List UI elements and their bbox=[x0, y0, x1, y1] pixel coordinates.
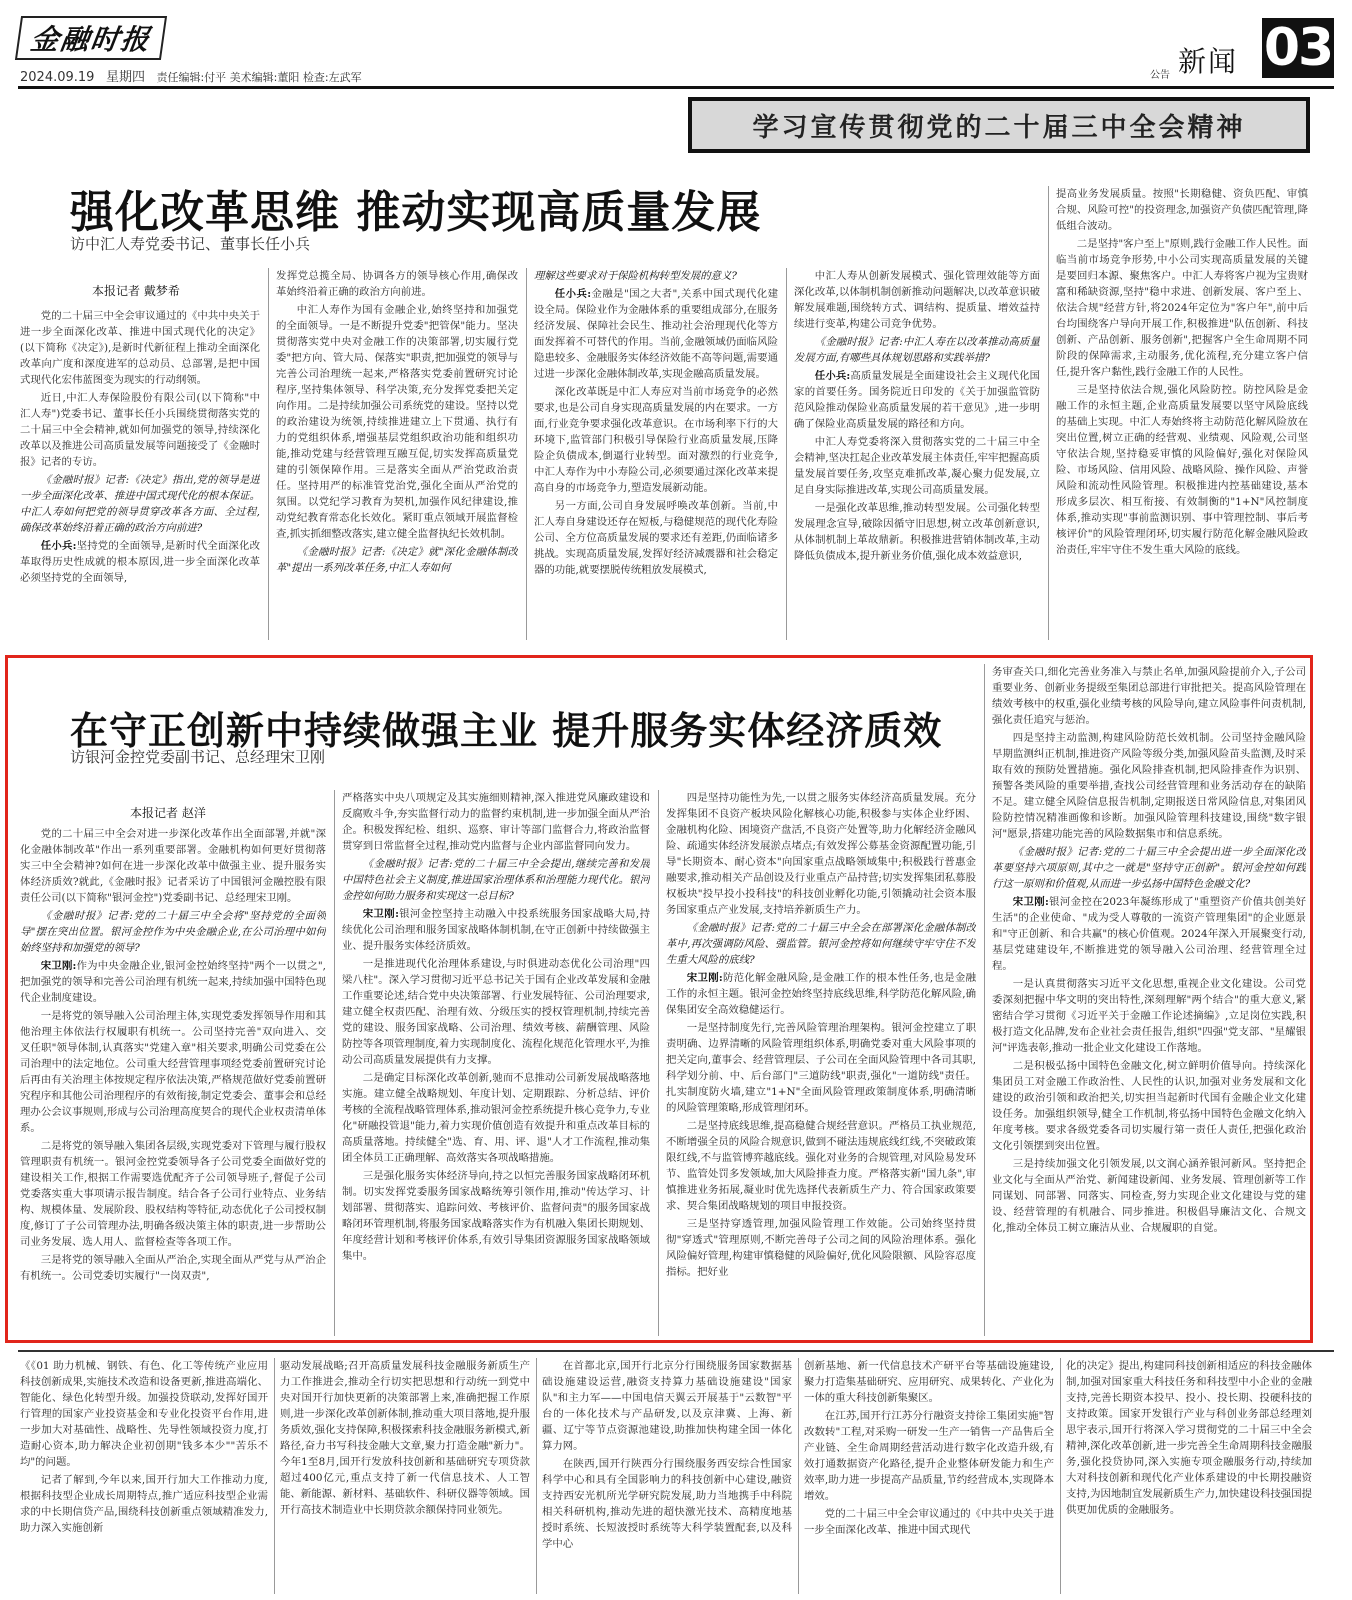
interview-question: 《金融时报》记者:中汇人寿在以改革推动高质量发展方面,有哪些具体规划思路和实践举措? bbox=[794, 336, 1040, 364]
paragraph: 一是坚持制度先行,完善风险管理治理架构。银河金控建立了职责明确、边界清晰的风险管理组织体系,明确党委对重大风险事项的把关定向,董事会、经营管理层、子公司在全面风险管理中各司其职,科学划分前、中、后台部门"三道防线"职责,强化"一道防线"责任。扎实制度防火墙,建立"1+N"全面风险管理政策制度体系,明确清晰的风险管理策略,形成管理闭环。 bbox=[666, 1022, 976, 1114]
column-divider bbox=[268, 268, 269, 640]
paragraph: 务审查关口,细化完善业务准入与禁止名单,加强风险提前介入,子公司重要业务、创新业务提级至集团总部进行审批把关。提高风险管理在绩效考核中的权重,强化业绩考核的风险导向,建立风险事件问责机制,强化责任追究与惩治。 bbox=[992, 666, 1306, 726]
interview-question: 《金融时报》记者:《决定》指出,党的领导是进一步全面深化改革、推进中国式现代化的根本保证。中汇人寿如何把党的领导贯穿改革各方面、全过程,确保改革始终沿着正确的政治方向前进? bbox=[20, 474, 260, 534]
paragraph: 驱动发展战略;召开高质量发展科技金融服务新质生产力工作推进会,推动全行切实把思想和行动统一到党中央对国开行加快更新的决策部署上来,准确把握工作原则,进一步深化改革创新体制,推动重大项目落地,提升服务质效,强化支持保障,积极探索科技金融服务新模式,新路径,奋力书写科技金融大文章,聚力打造金融"新力"。今年1至8月,国开行发放科技创新和基础研究专项贷款超过400亿元,重点支持了新一代信息技术、人工智能、新能源、新材料、基础软件、科研仪器等领域。国开行高技术制造业中长期贷款余额保持同业领先。 bbox=[280, 1360, 530, 1516]
article2-column-4 bbox=[992, 664, 1306, 1336]
interview-question-cont: 理解这些要求对于保险机构转型发展的意义? bbox=[534, 270, 737, 282]
interview-question: 《金融时报》记者:《决定》就"深化金融体制改革"提出一系列改革任务,中汇人寿如何 bbox=[276, 546, 518, 574]
column-divider bbox=[658, 790, 659, 1336]
paragraph: 三是强化服务实体经济导向,持之以恒完善服务国家战略闭环机制。切实发挥党委服务国家战略统筹引领作用,推动"传达学习、计划部署、贯彻落实、追踪问效、考核评价、监督问责"的服务国家战略闭环管理机制,将服务国家战略落实作为有机融入集团长期规划、年度经营计划和考核评价体系,有效引导集团资源服务国家战略领域集中。 bbox=[342, 1170, 650, 1262]
paragraph: 三是将党的领导融入全面从严治企,实现全面从严党与从严治企有机统一。公司党委切实履行"一岗双责", bbox=[20, 1254, 326, 1282]
column-divider bbox=[984, 664, 985, 1336]
paragraph: 二是坚持"客户至上"原则,践行金融工作人民性。面临当前市场竞争形势,中小公司实现高质量发展的关键是要回归本源、聚焦客户。中汇人寿将客户视为宝贵财富和稀缺资源,坚持"稳中求进、创新发展、客户至上、依法合规"经营方针,将2024年定位为"客户年",前中后台均围绕客户导向开展工作,积极推进"队伍创新、科技创新、产品创新、服务创新",把握客户全生命周期不同阶段的保障需求,主动服务,优化流程,充分建立客户信任,提升客户黏性,践行金融工作的人民性。 bbox=[1056, 238, 1308, 378]
article2-subhead: 访银河金控党委副书记、总经理宋卫刚 bbox=[70, 748, 326, 766]
interview-answer: 任小兵:金融是"国之大者",关系中国式现代化建设全局。保险业作为金融体系的重要组成部分,在服务经济发展、保障社会民生、推动社会治理现代化等方面发挥着不可替代的作用。当前,金融领域仍面临风险隐患较多、金融服务实体经济效能不高等问题,需要通过进一步深化金融体制改革,实现金融高质量发展。 bbox=[534, 288, 778, 380]
article2-byline: 本报记者 赵洋 bbox=[130, 806, 206, 820]
paragraph: 一是认真贯彻落实习近平文化思想,重视企业文化建设。公司党委深刻把握中华文明的突出特性,深刻理解"两个结合"的重大意义,紧密结合学习贯彻《习近平关于金融工作论述摘编》,立足岗位实践,积极打造文化品牌,发布企业社会责任报告,组织"四强"党支部、"星耀银河"评选表彰,推动一批企业文化建设工作落地。 bbox=[992, 978, 1306, 1054]
paragraph: 党的二十届三中全会对进一步深化改革作出全面部署,并就"深化金融体制改革"作出一系列重要部署。金融机构如何更好贯彻落实三中全会精神?如何在进一步深化改革中做强主业、提升服务实体经济质效?就此,《金融时报》记者采访了中国银河金融控股有限责任公司(以下简称"银河金控")党委副书记、总经理宋卫刚。 bbox=[20, 828, 326, 904]
interview-answer: 任小兵:坚持党的全面领导,是新时代全面深化改革取得历史性成就的根本原因,进一步全面深化改革必须坚持党的全面领导, bbox=[20, 540, 260, 584]
bottom-rule bbox=[18, 1350, 1334, 1352]
interview-question: 《金融时报》记者:党的二十届三中全会提出,继续完善和发展中国特色社会主义制度,推进国家治理体系和治理能力现代化。银河金控如何助力服务和实现这一总目标? bbox=[342, 858, 650, 902]
paragraph: 一是将党的领导融入公司治理主体,实现党委发挥领导作用和其他治理主体依法行权履职有机统一。公司坚持完善"双向进入、交叉任职"领导体制,认真落实"党建入章"相关要求,明确公司党委在公司治理中的法定地位。公司重大经营管理事项经党委前置研究讨论后再由有关治理主体按规定程序依法决策,严格规范做好党委前置研究程序和其他公司治理程序的有效衔接,制定党委会、董事会和总经理办公会议事规则,形成与公司治理高度契合的现代企业权责清单体系。 bbox=[20, 1010, 326, 1134]
article2-column-1 bbox=[20, 826, 326, 1336]
paragraph: 一是强化改革思维,推动转型发展。公司强化转型发展理念宣导,破除因循守旧思想,树立改革创新意识,从体制机制上革故鼎新。积极推进营销体制改革,主动降低负债成本,提升新业务价值,强化成本效益意识, bbox=[794, 502, 1040, 562]
editor-credits: 责任编辑:付平 美术编辑:董阳 检查:左武军 bbox=[156, 71, 362, 84]
interview-answer: 宋卫刚:银河金控在2023年凝练形成了"重塑资产价值共创美好生活"的企业使命、"成为受人尊敬的一流资产管理集团"的企业愿景和"守正创新、和合共赢"的核心价值观。2024年深入开展聚变行动,基层党建建设年,不断推进党的领导融入公司治理、经营管理全过程。 bbox=[992, 896, 1306, 972]
paragraph: 二是将党的领导融入集团各层级,实现党委对下管理与履行股权管理职责有机统一。银河金控党委领导各子公司党委全面做好党的建设相关工作,根据工作需要选优配齐子公司领导班子,督促子公司党委落实重大事项请示报告制度。结合各子公司行业特点、业务结构、规模体量、发展阶段、股权结构等特征,动态优化子公司授权制度,修订了子公司管理办法,明确各级决策主体的职责,进一步帮助公司业务发展、选人用人、监督检查等各项工作。 bbox=[20, 1140, 326, 1248]
column-divider bbox=[1060, 1358, 1061, 1594]
issue-meta bbox=[20, 66, 362, 85]
column-divider bbox=[786, 268, 787, 640]
page-number: 03 bbox=[1263, 18, 1333, 78]
bottom-column-1 bbox=[20, 1358, 268, 1594]
article2-headline: 在守正创新中持续做强主业 提升服务实体经济质效 bbox=[70, 708, 943, 753]
paragraph: 三是坚持穿透管理,加强风险管理工作效能。公司始终坚持贯彻"穿透式"管理原则,不断完善母子公司之间的风险治理体系。强化风险偏好管理,构建审慎稳健的风险偏好,优化风险限额、风险容忍度指标。把好业 bbox=[666, 1218, 976, 1278]
interview-question: 《金融时报》记者:党的二十届三中全会提出进一步全面深化改革要坚持六项原则,其中之一就是"坚持守正创新"。银河金控如何践行这一原则和价值观,从而进一步弘扬中国特色金融文化? bbox=[992, 846, 1306, 890]
article1-column-2 bbox=[276, 268, 518, 638]
bottom-column-2 bbox=[280, 1358, 530, 1594]
paragraph: 近日,中汇人寿保险股份有限公司(以下简称"中汇人寿")党委书记、董事长任小兵围绕贯彻落实党的二十届三中全会精神,就如何加强党的领导,持续深化改革以及推进公司高质量发展等问题接受了《金融时报》记者的专访。 bbox=[20, 392, 260, 468]
paragraph: 严格落实中央八项规定及其实施细则精神,深入推进党风廉政建设和反腐败斗争,夯实监督行动力的监督约束机制,进一步加强全面从严治企。积极发挥纪检、组织、巡察、审计等部门监督合力,将政治监督贯穿到日常监督全过程,推动党内监督与企业内部监督同向发力。 bbox=[342, 792, 650, 852]
issue-date: 2024.09.19 bbox=[20, 70, 95, 85]
paragraph: 化的决定》提出,构建同科技创新相适应的科技金融体制,加强对国家重大科技任务和科技型中小企业的金融支持,完善长期资本投早、投小、投长期、投硬科技的支持政策。国家开发银行产业与科创业务部总经理刘思宇表示,国开行将深入学习贯彻党的二十届三中全会精神,深化改革创新,进一步完善全生命周期科技金融服务,强化投贷协同,深入实施专项金融服务行动,持续加大对科技创新和现代化产业体系建设的中长期投融资支持,为因地制宜发展新质生产力,加快建设科技强国提供更加优质的金融服务。 bbox=[1066, 1360, 1312, 1516]
bottom-column-3 bbox=[542, 1358, 792, 1594]
paragraph: 《《01 助力机械、钢铁、有色、化工等传统产业应用科技创新成果,实施技术改造和设备更新,推进高端化、智能化、绿色化转型升级。加强投贷联动,发挥好国开行管理的国家产业投资基金和专业化投资平台作用,进一步加大对基础性、战略性、先导性领域投资力度,打造耐心资本,助力解决企业初创期"钱多本少""苦乐不均"的问题。 bbox=[20, 1360, 268, 1468]
issue-weekday: 星期四 bbox=[105, 70, 145, 85]
paragraph: 二是坚持底线思维,提高稳健合规经营意识。严格员工执业规范,不断增强全员的风险合规意识,做到不碰法违规底线红线,不突破政策限红线,不与监管博弈越底线。强化对业务的合规管理,对风险易发环节、监管处罚多发领域,加大风险排查力度。严格落实新"国九条",审慎推进业务拓展,凝业时优先选择代表新质生产力、符合国家政策要求、契合集团战略规划的项目申报投资。 bbox=[666, 1120, 976, 1212]
topic-banner bbox=[688, 97, 1310, 153]
interview-answer: 宋卫刚:防范化解金融风险,是金融工作的根本性任务,也是金融工作的永恒主题。银河金控始终坚持底线思维,科学防范化解风险,确保集团安全高效稳健运行。 bbox=[666, 972, 976, 1016]
article2-column-3 bbox=[666, 790, 976, 1336]
interview-answer: 任小兵:高质量发展是全面建设社会主义现代化国家的首要任务。国务院近日印发的《关于加强监管防范风险推动保险业高质量发展的若干意见》,进一步明确了保险业高质量发展的路径和方向。 bbox=[794, 370, 1040, 430]
bottom-column-5 bbox=[1066, 1358, 1312, 1594]
section-name: 新闻 bbox=[1178, 45, 1239, 78]
paragraph: 一是推进现代化治理体系建设,与时俱进动态优化公司治理"四梁八柱"。深入学习贯彻习近平总书记关于国有企业改革发展和金融工作重要论述,结合党中央决策部署、行业发展特征、公司治理要求,建立健全权责匹配、治理有效、分级压实的授权管理机制,持续完善党的建设、服务国家战略、公司治理、绩效考核、薪酬管理、风险防控等各项管理制度,着力实现制度化、流程化规范化管理水平,为推动公司高质量发展提供有力支撑。 bbox=[342, 958, 650, 1066]
paragraph: 四是坚持主动监测,构建风险防范长效机制。公司坚持金融风险早期监测纠正机制,推进资产风险等级分类,加强风险苗头监测,及时采取有效的预防处置措施。强化风险排查机制,把风险排查作为识别、预警各类风险的重要举措,查找公司经营管理和业务活动存在的缺陷不足。建立健全风险信息报告机制,定期报送日常风险信息,对集团风险防控情况精准画像和诊断。加强风险管理科技建设,围绕"数字银河"愿景,搭建功能完善的风险数据集市和信息系统。 bbox=[992, 732, 1306, 840]
article1-subhead: 访中汇人寿党委书记、董事长任小兵 bbox=[70, 235, 311, 253]
interview-question: 《金融时报》记者:党的二十届三中全会在部署深化金融体制改革中,再次强调防风险、强监管。银河金控将如何继续守牢守住不发生重大风险的底线? bbox=[666, 922, 976, 966]
masthead-rule bbox=[18, 86, 1334, 89]
paragraph: 在首都北京,国开行北京分行围绕服务国家数据基础设施建设运营,融资支持算力基础设施建设"国家队"和主力军——中国电信天翼云开展基于"云数智"平台的一体化技术与产品研发,以及京津冀、上海、新疆、辽宁等节点资源池建设,助推加快构建全国一体化算力网。 bbox=[542, 1360, 792, 1452]
paragraph: 二是积极弘扬中国特色金融文化,树立鲜明价值导向。持续深化集团员工对金融工作政治性、人民性的认识,加强对业务发展和文化建设的政治引领和政治把关,切实担当起新时代国有金融企业文化建设任务。加强组织领导,健全工作机制,将弘扬中国特色金融文化纳入年度考核。要求各级党委各司切实履行第一责任人责任,把强化政治文化引领摆到突出位置。 bbox=[992, 1060, 1306, 1152]
article2-column-2 bbox=[342, 790, 650, 1336]
article1-column-1 bbox=[20, 308, 260, 638]
paragraph: 提高业务发展质量。按照"长期稳健、资负匹配、审慎合规、风险可控"的投资理念,加强资产负债匹配管理,降低组合波动。 bbox=[1056, 188, 1308, 232]
article1-headline: 强化改革思维 推动实现高质量发展 bbox=[70, 187, 762, 238]
article1-byline: 本报记者 戴梦希 bbox=[92, 284, 180, 298]
paragraph: 中汇人寿党委将深入贯彻落实党的二十届三中全会精神,坚决扛起企业改革发展主体责任,牢牢把握高质量发展首要任务,攻坚克难抓改革,凝心聚力促发展,立足自身实际推进改革,实现公司高质量发展。 bbox=[794, 436, 1040, 496]
bottom-column-4 bbox=[804, 1358, 1054, 1594]
paragraph: 四是坚持功能性为先,一以贯之服务实体经济高质量发展。充分发挥集团不良资产板块风险化解核心功能,积极参与实体企业纾困、金融机构化险、困境资产盘活,不良资产处置等,助力化解经济金融风险、疏通实体经济发展淤点堵点;有效发挥公募基金资源配置功能,引导"长期资本、耐心资本"向国家重点战略领域集中;积极践行普惠金融要求,推动相关产品创设及行业重点产品持营;切实发挥集团私募股权板块"投早投小投科技"的科技创业孵化功能,引领撬动社会资本服务国家重点产业发展,支持培养新质生产力。 bbox=[666, 792, 976, 916]
paragraph: 深化改革既是中汇人寿应对当前市场竞争的必然要求,也是公司自身实现高质量发展的内在要求。一方面,行业竞争要求强化改革意识。在市场利率下行的大环境下,监管部门积极引导保险行业高质量发展,压降险企负债成本,倒逼行业转型。面对激烈的行业竞争,中汇人寿作为中小寿险公司,必须要通过深化改革来提高自身的市场竞争力,塑造发展新动能。 bbox=[534, 386, 778, 494]
article1-column-4 bbox=[794, 268, 1040, 638]
paragraph: 党的二十届三中全会审议通过的《中共中央关于进一步全面深化改革、推进中国式现代 bbox=[804, 1508, 1054, 1536]
paragraph: 在陕西,国开行陕西分行围绕服务西安综合性国家科学中心和具有全国影响力的科技创新中心建设,融资支持西安光机所光学研究院发展,助力当地携手中科院相关科研机构,推动先进的超快激光技术、高精度地基授时系统、长短波授时系统等大科学装置配套,以及科学中心 bbox=[542, 1458, 792, 1550]
interview-answer: 宋卫刚:作为中央金融企业,银河金控始终坚持"两个一以贯之",把加强党的领导和完善公司治理有机统一起来,持续加强中国特色现代企业制度建设。 bbox=[20, 960, 326, 1004]
column-divider bbox=[1048, 186, 1049, 640]
paragraph: 发挥党总揽全局、协调各方的领导核心作用,确保改革始终沿着正确的政治方向前进。 bbox=[276, 270, 518, 298]
paragraph: 另一方面,公司自身发展呼唤改革创新。当前,中汇人寿自身建设还存在短板,与稳健规范的现代化寿险公司、全方位高质量发展的要求还有差距,仍面临诸多挑战。实现高质量发展,发挥好经济减震器和社会稳定器的功能,就要摆脱传统粗放发展模式, bbox=[534, 500, 778, 576]
paragraph: 党的二十届三中全会审议通过的《中共中央关于进一步全面深化改革、推进中国式现代化的决定》(以下简称《决定》),是新时代新征程上推动全面深化改革向广度和深度进军的总动员、总部署,是把中国式现代化宏伟蓝图变为现实的行动纲领。 bbox=[20, 310, 260, 386]
interview-question: 《金融时报》记者:党的二十届三中全会将"坚持党的全面领导"摆在突出位置。银河金控作为中央金融企业,在公司治理中如何始终坚持和加强党的领导? bbox=[20, 910, 326, 954]
article1-column-5 bbox=[1056, 186, 1308, 638]
column-divider bbox=[274, 1358, 275, 1594]
column-divider bbox=[798, 1358, 799, 1594]
column-divider bbox=[334, 790, 335, 1336]
paragraph: 二是确定目标深化改革创新,驰而不息推动公司新发展战略落地实施。建立健全战略规划、年度计划、定期跟踪、分析总结、评价考核的全流程战略管理体系,推动银河金控系统提升核心竞争力,专业化"研融投管退"能力,着力实现价值创造有效提升和重点改革目标的高质量落地。持续健全"选、育、用、评、退"人才工作流程,推动集团全体员工正确理解、高效落实各项战略措施。 bbox=[342, 1072, 650, 1164]
column-divider bbox=[536, 1358, 537, 1594]
paragraph: 记者了解到,今年以来,国开行加大工作推动力度,根据科技型企业成长周期特点,推广适应科技型企业需求的中长期信贷产品,围绕科技创新重点领域精准发力,助力深入实施创新 bbox=[20, 1474, 268, 1534]
newspaper-logo: 金融时报 bbox=[15, 16, 167, 60]
paragraph: 中汇人寿作为国有金融企业,始终坚持和加强党的全面领导。一是不断提升党委"把管保"能力。坚决贯彻落实党中央对金融工作的决策部署,切实履行党委"把方向、管大局、保落实"职责,把加强党的领导与完善公司治理统一起来,严格落实党委前置研究讨论程序,坚持集体领导、科学决策,充分发挥党委把关定向作用。二是持续加强公司系统党的建设。坚持以党的政治建设为统领,持续推进建立上下贯通、执行有力的党组织体系,增强基层党组织政治功能和组织功能,推动党建与经营管理互融互促,切实发挥高质量党建的引领保障作用。三是落实全面从严治党政治责任。坚持用严的标准管党治党,强化全面从严治党的氛围。以党纪学习教育为契机,加强作风纪律建设,推动党纪教育常态化长效化。紧盯重点领域开展监督检查,抓实抓细整改落实,建立健全监督执纪长效机制。 bbox=[276, 304, 518, 540]
paragraph: 中汇人寿从创新发展模式、强化管理效能等方面深化改革,以体制机制创新推动问题解决,以改革意识破解发展难题,围绕转方式、调结构、提质量、增效益持续进行变革,构建公司竞争优势。 bbox=[794, 270, 1040, 330]
paragraph: 三是坚持依法合规,强化风险防控。防控风险是金融工作的永恒主题,企业高质量发展要以坚守风险底线的基础上实现。中汇人寿始终将主动防范化解风险放在突出位置,树立正确的经营观、业绩观、风险观,公司坚守依法合规,坚持稳妥审慎的风险偏好,强化对保险风险、市场风险、信用风险、战略风险、操作风险、声誉风险和流动性风险管理。积极推进内控基础建设,基本形成多层次、相互衔接、有效制衡的"1+N"风控制度体系,推动实现"事前监测识别、事中管理控制、事后考核评价"的风险管理闭环,切实履行防范化解金融风险政治责任,牢牢守住不发生重大风险的底线。 bbox=[1056, 384, 1308, 556]
paragraph: 三是持续加强文化引领发展,以文润心涵养银河新风。坚持把企业文化与全面从严治党、新闻建设新闻、业务发展、管理创新等工作同谋划、同部署、同落实、同检查,努力实现企业文化建设与党的建设、经营管理的有机融合、同步推进。积极倡导廉洁文化、合规文化,推动全体员工树立廉洁从业、合规履职的自觉。 bbox=[992, 1158, 1306, 1234]
paragraph: 在江苏,国开行江苏分行融资支持徐工集团实施"智改数转"工程,对采购一研发一生产一销售一产品售后全产业链、全生命周期经营活动进行数字化改造升级,有效打通数据资产化路径,提升企业整体研发能力和生产效率,助力进一步提高产品质量,节约经营成本,实现降本增效。 bbox=[804, 1410, 1054, 1502]
article1-column-3 bbox=[534, 268, 778, 638]
notice-label: 公告 bbox=[1150, 70, 1170, 81]
column-divider bbox=[526, 268, 527, 640]
paragraph: 创新基地、新一代信息技术产研平台等基础设施建设,聚力打造集基础研究、应用研究、成果转化、产业化为一体的重大科技创新集聚区。 bbox=[804, 1360, 1054, 1404]
interview-answer: 宋卫刚:银河金控坚持主动融入中投系统服务国家战略大局,持续优化公司治理和服务国家战略体制机制,在守正创新中持续做强主业、提升服务实体经济质效。 bbox=[342, 908, 650, 952]
topic-banner-text: 学习宣传贯彻党的二十届三中全会精神 bbox=[692, 101, 1306, 149]
